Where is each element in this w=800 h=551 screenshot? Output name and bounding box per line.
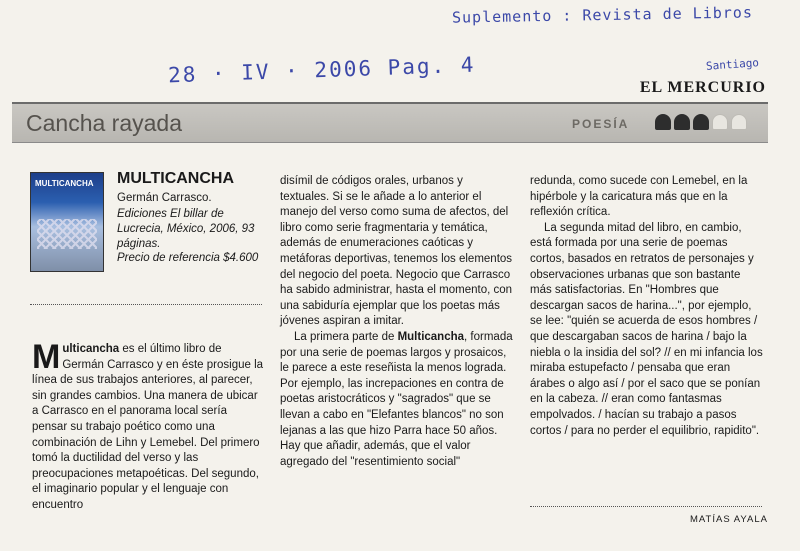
- article-paragraph: disímil de códigos orales, urbanos y textuales. Si se le añade a lo anterior el manejo del verso como suma de afectos, del libro como serie fragmentaria y temática, además de enumeraciones caóticas y metáforas deportivas, tenemos los elementos del negocio del poeta. Negocio que Carrasco ha sabido administrar, hasta el momento, con una sabiduría ejemplar que los poetas más jóvenes aspiran a imitar.: [280, 175, 513, 328]
- newspaper-masthead: EL MERCURIO: [639, 79, 766, 96]
- cover-fence-graphic: [37, 219, 97, 249]
- paragraph-text: La primera parte de: [294, 330, 398, 343]
- paragraph-text: es el último libro de Germán Carrasco y en éste prosigue la línea de sus trabajos anteriores, al parecer, sin grandes cambios. Una manera de ubicar a Carrasco en el panorama local sería pensar su trabajo poético como una combinación de Lihn y Lemebel. Del primero tomó la ductilidad del verso y las preocupaciones metapoéticas. Del segundo, el imaginario popular y el lenguaje con encuentro: [32, 343, 264, 511]
- handwritten-date: 28 · IV · 2006 Pag. 4: [167, 52, 476, 88]
- paragraph-text: , formada por una serie de poemas largos y prosaicos, le parece a este reseñista la menos lograda. Por ejemplo, las increpaciones en contra de poetas aristocráticos y "sagrados" que se llevan a cabo en "Elefantes blancos" no son lejanas a las que hizo Parra hace 50 años. Hay que añadir, además, que el valor agregado del "resentimiento social": [280, 330, 513, 468]
- book-details: Ediciones El billar de Lucrecia, México, 2006, 93 páginas.: [117, 208, 255, 250]
- book-price: [117, 252, 258, 264]
- price-label: Precio de referencia: [117, 252, 220, 264]
- section-header-bar: [12, 102, 768, 143]
- article-column-1: [32, 338, 264, 514]
- article-paragraph: redunda, como sucede con Lemebel, en la hipérbole y la caricatura más que en la reflexión crítica.: [530, 175, 748, 219]
- drop-cap: M: [32, 338, 61, 376]
- price-value: $4.600: [223, 252, 259, 264]
- handwritten-city: Santiago: [705, 56, 760, 73]
- section-tag: POESÍA: [572, 117, 630, 131]
- divider: [530, 506, 762, 507]
- handwritten-supplement-note: Suplemento : Revista de Libros: [451, 3, 754, 27]
- book-title-inline: Multicancha: [397, 330, 465, 343]
- article-paragraph: La segunda mitad del libro, en cambio, está formada por una serie de poemas cortos, basados en retratos de personajes y observaciones urbanas que son bastante más satisfactorias. En "Hombres que descargan sacos de harina...", por ejemplo, se lee: "quién se acuerda de esos hombres / que descargaban sacos de harina / bajo la niebla o la insidia del sol? // en mi infancia los miraba estupefacto / pensaba que eran árabes o algo así / por el saco que se ponían en la cabeza. // eran como fantasmas empolvados. / hacían su trabajo a pasos cortos / para no perder el equilibrio, rapidito".: [530, 221, 763, 437]
- book-cover-image: [30, 172, 104, 272]
- article-column-2: [280, 174, 514, 470]
- rating-icons: [655, 114, 747, 130]
- article-paragraph: [280, 330, 514, 470]
- divider: [30, 304, 262, 305]
- section-title: Cancha rayada: [26, 110, 182, 136]
- rating-empty-icon: [731, 114, 747, 130]
- rating-filled-icon: [674, 114, 690, 130]
- article-paragraph: [32, 338, 264, 514]
- book-title: MULTICANCHA: [117, 170, 235, 187]
- cover-title: MULTICANCHA: [35, 179, 94, 188]
- article-column-3: [530, 174, 764, 439]
- book-title-inline: ulticancha: [62, 343, 120, 355]
- rating-empty-icon: [712, 114, 728, 130]
- rating-filled-icon: [693, 114, 709, 130]
- book-author: Germán Carrasco.: [117, 192, 212, 204]
- rating-filled-icon: [655, 114, 671, 130]
- author-signature: MATÍAS AYALA: [690, 514, 768, 525]
